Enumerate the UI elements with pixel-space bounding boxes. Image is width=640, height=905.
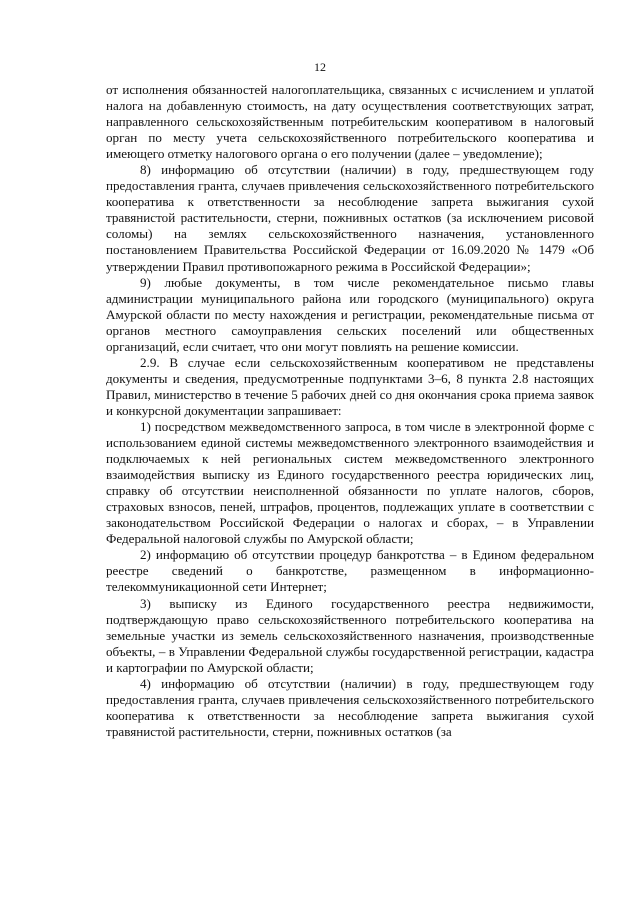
page-number: 12: [314, 60, 326, 74]
paragraph-section-2-9: 2.9. В случае если сельскохозяйственным кооперативом не представлены документы и сведения, предусмотренные подпунктами 3–6, 8 пункта 2.8 настоящих Правил, министерство в течение 5 рабочих дней со дня окончания срока приема заявок и конкурсной документации запрашивает:: [106, 354, 594, 418]
paragraph-subitem-3: 3) выписку из Единого государственного реестра недвижимости, подтверждающую право сельскохозяйственного потребительского кооператива на земельные участки из земель сельскохозяйственного назначения, производственные объекты, – в Управлении Федеральной службы государственной регистрации, кадастра и картографии по Амурской области;: [106, 595, 594, 675]
document-body: [106, 82, 594, 740]
paragraph-item-8: 8) информацию об отсутствии (наличии) в году, предшествующем году предоставления гранта, случаев привлечения сельскохозяйственного потребительского кооператива к ответственности за несоблюдение запрета выжигания сухой травянистой растительности, стерни, пожнивных остатков (за исключением рисовой соломы) на землях сельскохозяйственного назначения, установленного постановлением Правительства Российской Федерации от 16.09.2020 № 1479 «Об утверждении Правил противопожарного режима в Российской Федерации»;: [106, 162, 594, 274]
paragraph-subitem-4: 4) информацию об отсутствии (наличии) в году, предшествующем году предоставления гранта, случаев привлечения сельскохозяйственного потребительского кооператива к ответственности за несоблюдение запрета выжигания сухой травянистой растительности, стерни, пожнивных остатков (за: [106, 675, 594, 739]
paragraph-subitem-1: 1) посредством межведомственного запроса, в том числе в электронной форме с использованием единой системы межведомственного электронного взаимодействия и подключаемых к ней региональных систем межведомственного электронного взаимодействия выписку из Единого государственного реестра юридических лиц, справку об отсутствии неисполненной обязанности по уплате налогов, сборов, страховых взносов, пеней, штрафов, процентов, подлежащих уплате в соответствии с законодательством Российской Федерации о налогах и сборах, – в Управлении Федеральной налоговой службы по Амурской области;: [106, 418, 594, 547]
paragraph-subitem-2: 2) информацию об отсутствии процедур банкротства – в Едином федеральном реестре сведений о банкротстве, размещенном в информационно-телекоммуникационной сети Интернет;: [106, 547, 594, 595]
paragraph-continuation: от исполнения обязанностей налогоплательщика, связанных с исчислением и уплатой налога на добавленную стоимость, на дату осуществления соответствующих затрат, направленного сельскохозяйственным потребительским кооперативом в налоговый орган по месту учета сельскохозяйственного потребительского кооператива и имеющего отметку налогового органа о его получении (далее – уведомление);: [106, 82, 594, 162]
paragraph-item-9: 9) любые документы, в том числе рекомендательное письмо главы администрации муниципального района или городского (муниципального) округа Амурской области по месту нахождения и регистрации, рекомендательные письма от органов местного самоуправления сельских поселений или общественных организаций, если считает, что они могут повлиять на решение комиссии.: [106, 274, 594, 354]
